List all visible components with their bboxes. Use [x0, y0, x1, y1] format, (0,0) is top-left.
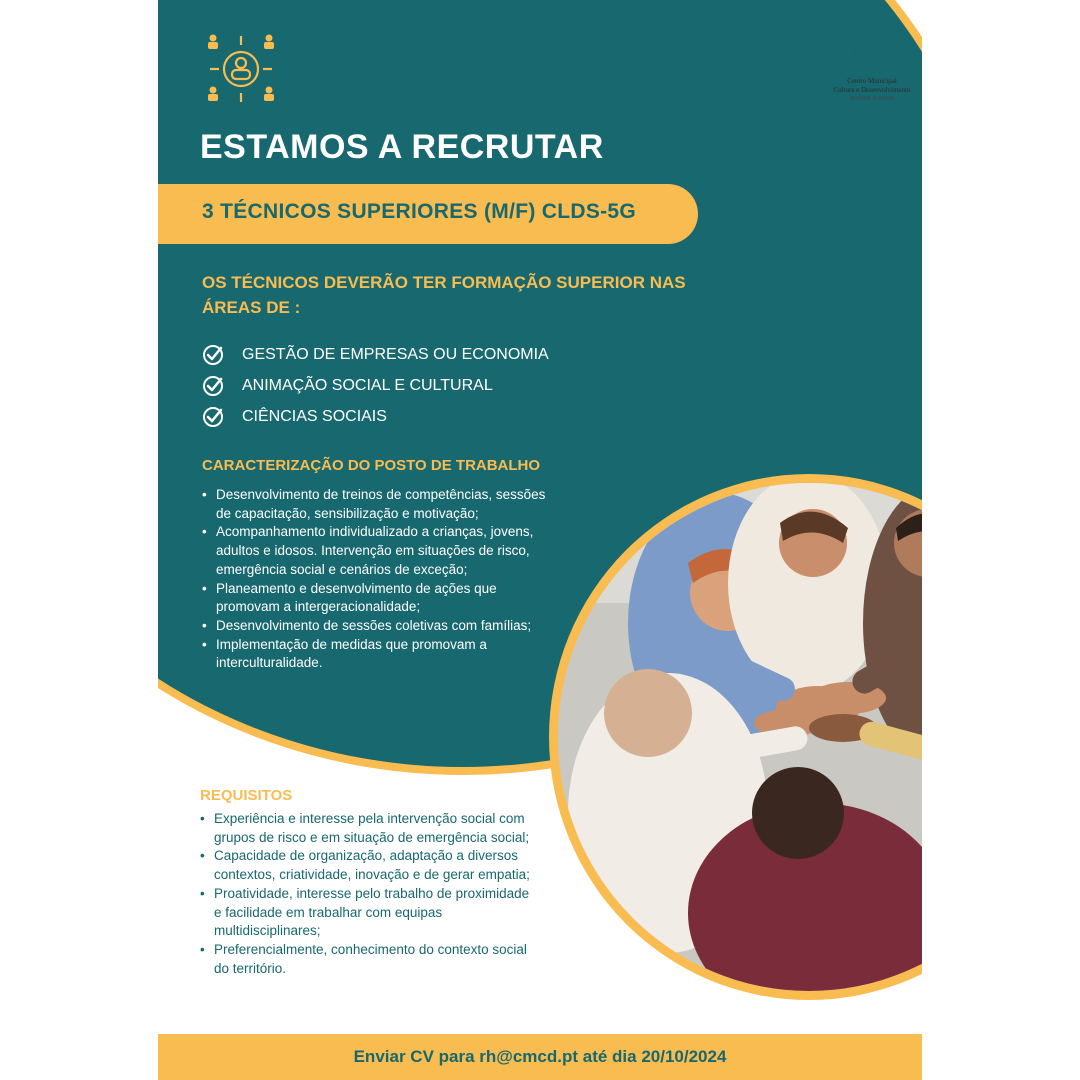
requisito-item: • Experiência e interesse pela intervenção social com grupos de risco e em situação de emergência social; [200, 810, 540, 847]
job-item: • Acompanhamento individualizado a crianças, jovens, adultos e idosos. Intervenção em situações de risco, emergência social e cenários de exceção; [202, 523, 547, 579]
area-item [202, 401, 549, 432]
logo-line-2: Cultura e Desenvolvimento [833, 86, 911, 94]
area-item [202, 370, 549, 401]
recruitment-poster [158, 0, 922, 1080]
headline: ESTAMOS A RECRUTAR [200, 128, 604, 166]
logo-line-3: IDANHA-A-NOVA [850, 96, 894, 102]
job-item: • Desenvolvimento de treinos de competências, sessões de capacitação, sensibilização e motivação; [202, 486, 547, 523]
check-circle-icon [202, 375, 224, 397]
area-label: ANIMAÇÃO SOCIAL E CULTURAL [242, 376, 493, 394]
areas-list [202, 339, 549, 432]
cmcd-logo-mark [850, 30, 894, 70]
team-people-icon [205, 30, 277, 108]
job-item: • Desenvolvimento de sessões coletivas com famílias; [202, 617, 547, 636]
requisito-item: • Preferencialmente, conhecimento do contexto social do território. [200, 941, 540, 978]
area-label: GESTÃO DE EMPRESAS OU ECONOMIA [242, 345, 549, 363]
cmcd-logo [822, 30, 922, 110]
area-item [202, 339, 549, 370]
check-circle-icon [202, 406, 224, 428]
areas-heading: OS TÉCNICOS DEVERÃO TER FORMAÇÃO SUPERIOR NAS ÁREAS DE : [202, 273, 686, 317]
job-item: • Planeamento e desenvolvimento de ações que promovam a intergeracionalidade; [202, 580, 547, 617]
logo-line-1: Centro Municipal [847, 77, 897, 85]
requisito-item: • Capacidade de organização, adaptação a diversos contextos, criatividade, inovação e de gerar empatia; [200, 847, 540, 884]
job-heading: CARACTERIZAÇÃO DO POSTO DE TRABALHO [202, 457, 541, 474]
check-circle-icon [202, 344, 224, 366]
job-list [202, 486, 547, 673]
position-title: 3 TÉCNICOS SUPERIORES (M/F) CLDS-5G [202, 200, 637, 223]
area-label: CIÊNCIAS SOCIAIS [242, 407, 387, 425]
job-item: • Implementação de medidas que promovam a interculturalidade. [202, 636, 547, 673]
requisitos-heading: REQUISITOS [200, 787, 293, 804]
requisito-item: • Proatividade, interesse pelo trabalho de proximidade e facilidade em trabalhar com equipas multidisciplinares; [200, 885, 540, 941]
footer-cta: Enviar CV para rh@cmcd.pt até dia 20/10/2024 [353, 1047, 727, 1066]
requisitos-list [200, 810, 540, 978]
